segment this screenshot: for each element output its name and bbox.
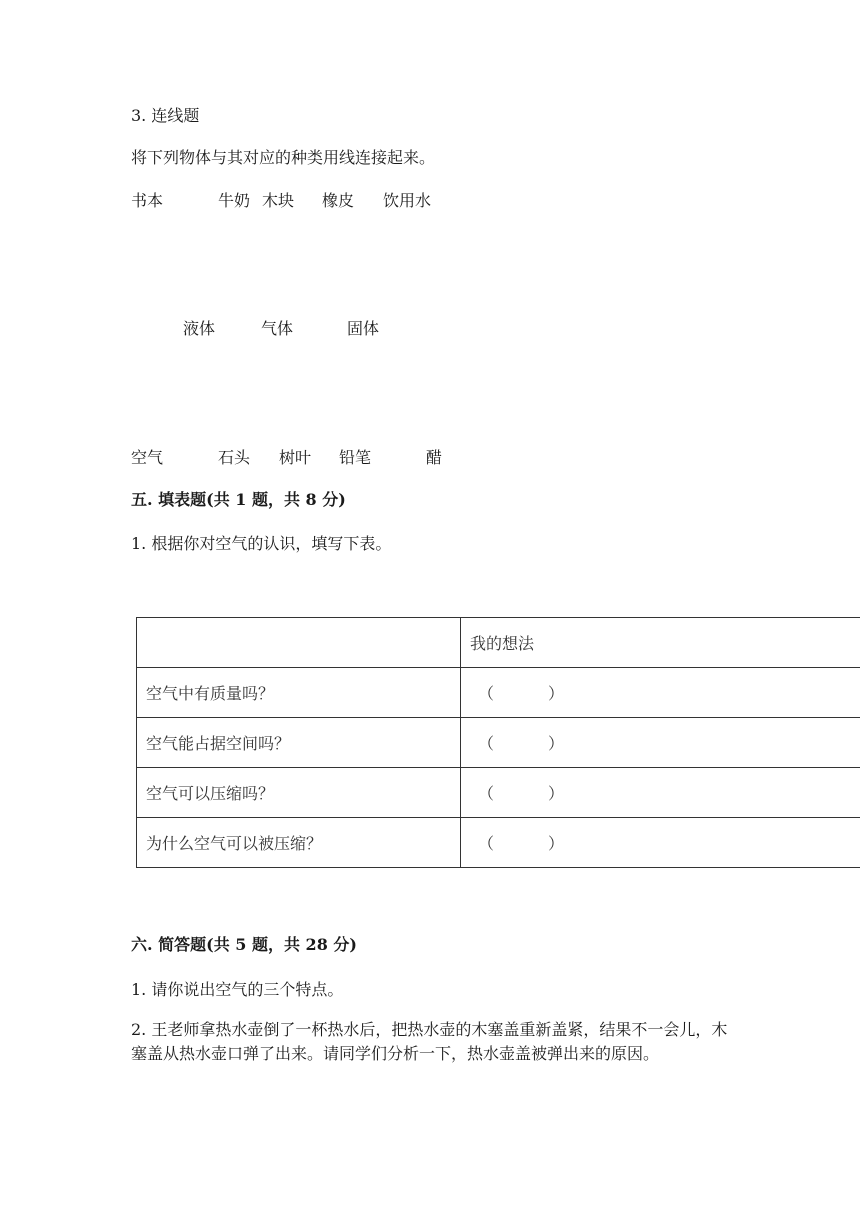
table-question-cell: 空气能占据空间吗？: [137, 718, 461, 768]
open-paren: （: [478, 683, 495, 703]
close-paren: ）: [548, 783, 565, 803]
question-title: 3. 连线题: [131, 106, 200, 125]
matching-category: 气体: [261, 319, 294, 338]
matching-item: 饮用水: [383, 191, 432, 210]
answer-cell[interactable]: [461, 818, 860, 868]
matching-item: 木块: [262, 191, 295, 210]
table-row: [137, 768, 860, 818]
table-row: [137, 718, 860, 768]
matching-item: 树叶: [279, 448, 312, 467]
question-text: 2. 王老师拿热水壶倒了一杯热水后，把热水壶的木塞盖重新盖紧，结果不一会儿，木塞盖从热水壶口弹了出来。请同学们分析一下，热水壶盖被弹出来的原因。: [131, 1020, 728, 1063]
matching-item: 橡皮: [322, 191, 355, 210]
table-question-cell: 空气中有质量吗？: [137, 668, 461, 718]
close-paren: ）: [548, 733, 565, 753]
matching-item: 石头: [218, 448, 251, 467]
table-question-cell: 为什么空气可以被压缩？: [137, 818, 461, 868]
question-text: 1. 请你说出空气的三个特点。: [131, 980, 344, 999]
answer-cell[interactable]: [461, 718, 860, 768]
matching-item: 书本: [131, 191, 164, 210]
question-text: 1. 根据你对空气的认识，填写下表。: [131, 534, 392, 553]
matching-item: 牛奶: [218, 191, 251, 210]
table-question-cell: 空气可以压缩吗？: [137, 768, 461, 818]
section-heading: 五. 填表题(共 1 题，共 8 分): [131, 490, 346, 509]
table-header-cell: [137, 618, 461, 668]
close-paren: ）: [548, 833, 565, 853]
answer-cell[interactable]: [461, 768, 860, 818]
open-paren: （: [478, 833, 495, 853]
open-paren: （: [478, 783, 495, 803]
question-instruction: 将下列物体与其对应的种类用线连接起来。: [131, 148, 436, 167]
close-paren: ）: [548, 683, 565, 703]
section-heading: 六. 简答题(共 5 题，共 28 分): [131, 935, 357, 954]
answer-cell[interactable]: [461, 668, 860, 718]
matching-item: 空气: [131, 448, 164, 467]
table-row: [137, 818, 860, 868]
table-header-cell: 我的想法: [461, 618, 860, 668]
matching-item: 醋: [426, 448, 443, 467]
table-row: [137, 668, 860, 718]
fill-table: [136, 617, 860, 868]
open-paren: （: [478, 733, 495, 753]
matching-category: 固体: [347, 319, 380, 338]
table-header-row: [137, 618, 860, 668]
matching-item: 铅笔: [339, 448, 372, 467]
matching-category: 液体: [183, 319, 216, 338]
